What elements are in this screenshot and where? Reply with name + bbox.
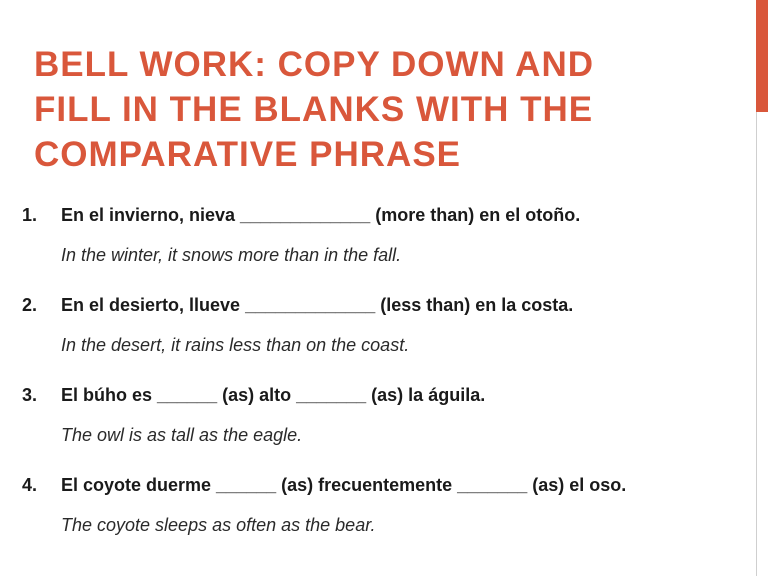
item-sentence: El búho es ______ (as) alto _______ (as) la águila. <box>61 385 486 405</box>
item-sentence: En el desierto, llueve _____________ (less than) en la costa. <box>61 295 574 315</box>
slide-title <box>34 42 734 177</box>
item-number: 1. <box>22 205 38 225</box>
title-line-2: FILL IN THE BLANKS WITH THE <box>34 90 594 129</box>
side-divider <box>756 112 757 576</box>
exercise-item-4 <box>0 473 756 563</box>
item-number: 3. <box>22 385 38 405</box>
exercise-item-1 <box>0 203 756 293</box>
item-translation: In the desert, it rains less than on the coast. <box>61 335 410 355</box>
exercise-list <box>0 203 756 563</box>
exercise-item-2 <box>0 293 756 383</box>
item-sentence: En el invierno, nieva _____________ (more than) en el otoño. <box>61 205 581 225</box>
accent-bar <box>756 0 768 112</box>
item-translation: The coyote sleeps as often as the bear. <box>61 515 376 535</box>
item-sentence: El coyote duerme ______ (as) frecuentemente _______ (as) el oso. <box>61 475 627 495</box>
item-number: 4. <box>22 475 38 495</box>
title-line-3: COMPARATIVE PHRASE <box>34 135 462 174</box>
item-number: 2. <box>22 295 38 315</box>
item-translation: The owl is as tall as the eagle. <box>61 425 303 445</box>
item-translation: In the winter, it snows more than in the fall. <box>61 245 402 265</box>
title-line-1: BELL WORK: COPY DOWN AND <box>34 45 595 84</box>
exercise-item-3 <box>0 383 756 473</box>
